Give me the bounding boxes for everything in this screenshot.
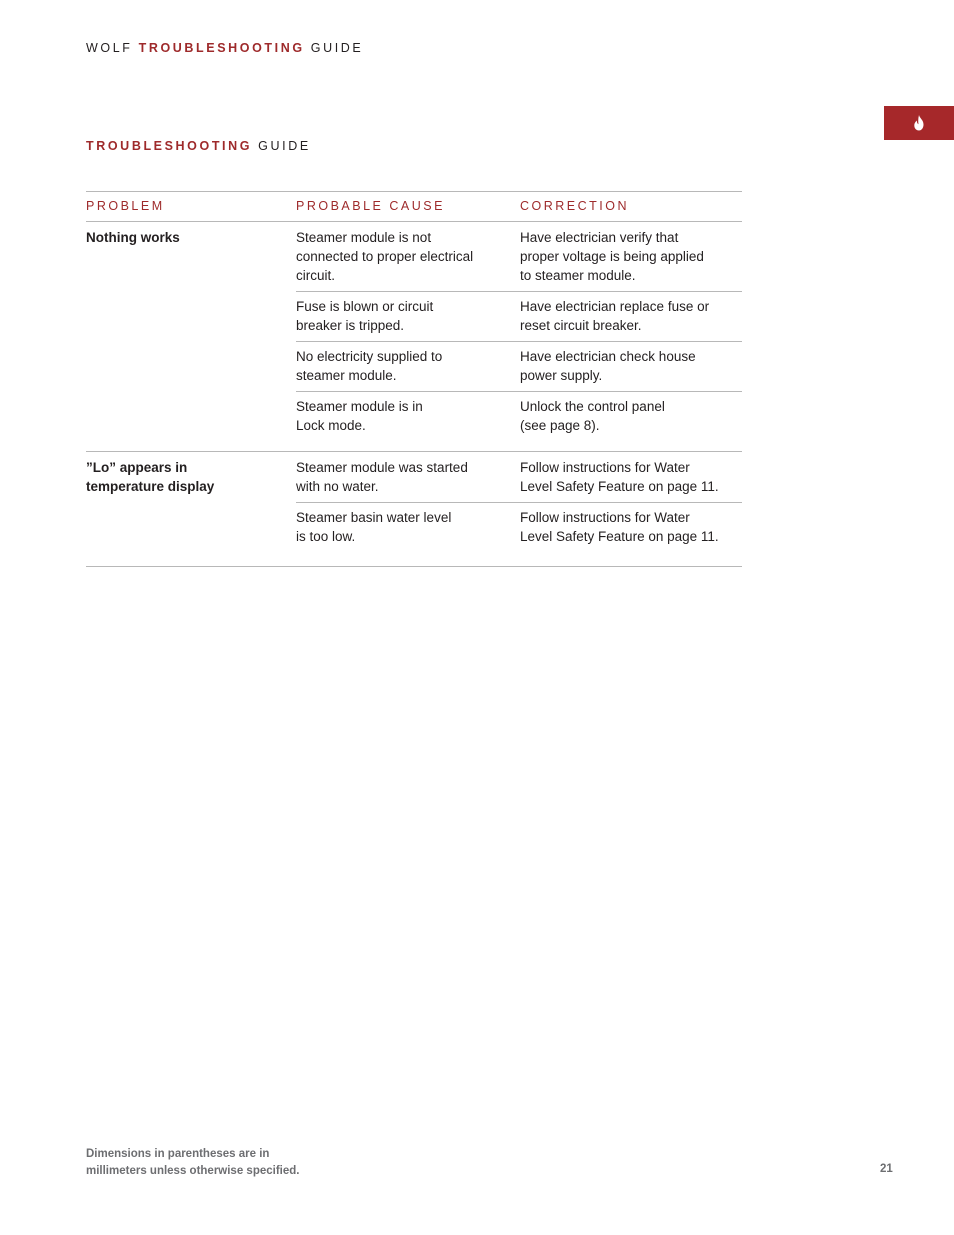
cause-cell: No electricity supplied to steamer module. [296, 349, 443, 383]
section-tab [884, 106, 954, 140]
table-row [296, 452, 742, 503]
cause-cell: Steamer basin water level is too low. [296, 510, 452, 544]
troubleshooting-table [86, 191, 742, 567]
table-row [296, 342, 742, 392]
table-row [296, 503, 742, 546]
section-title-suffix: GUIDE [258, 139, 311, 153]
cause-cell: Steamer module is in Lock mode. [296, 399, 423, 433]
problem-group [86, 452, 742, 567]
problem-label: ”Lo” appears in temperature display [86, 460, 215, 494]
cause-cell: Steamer module is not connected to proper electrical circuit. [296, 230, 474, 283]
table-header [86, 192, 742, 222]
page-number: 21 [880, 1163, 893, 1175]
problem-label: Nothing works [86, 230, 180, 245]
column-header-cause: PROBABLE CAUSE [296, 199, 445, 213]
header-brand: WOLF [86, 41, 133, 55]
column-header-correction: CORRECTION [520, 199, 630, 213]
cause-cell: Fuse is blown or circuit breaker is tripped. [296, 299, 434, 333]
table-row [296, 222, 742, 292]
flame-icon [913, 115, 925, 131]
section-title-emphasis: TROUBLESHOOTING [86, 139, 253, 153]
table-row [296, 392, 742, 435]
correction-cell: Follow instructions for Water Level Safety Feature on page 11. [520, 460, 719, 494]
correction-cell: Have electrician check house power supply. [520, 349, 696, 383]
section-title [86, 139, 311, 153]
header-suffix: GUIDE [310, 41, 364, 55]
header-emphasis: TROUBLESHOOTING [138, 41, 305, 55]
correction-cell: Unlock the control panel (see page 8). [520, 399, 665, 433]
cause-cell: Steamer module was started with no water. [296, 460, 468, 494]
column-header-problem: PROBLEM [86, 199, 165, 213]
problem-group [86, 222, 742, 452]
footer-note: Dimensions in parentheses are in millimeters unless otherwise specified. [86, 1148, 300, 1177]
table-row [296, 292, 742, 342]
correction-cell: Have electrician verify that proper voltage is being applied to steamer module. [520, 230, 704, 283]
correction-cell: Follow instructions for Water Level Safety Feature on page 11. [520, 510, 719, 544]
running-header [86, 41, 363, 55]
correction-cell: Have electrician replace fuse or reset circuit breaker. [520, 299, 710, 333]
